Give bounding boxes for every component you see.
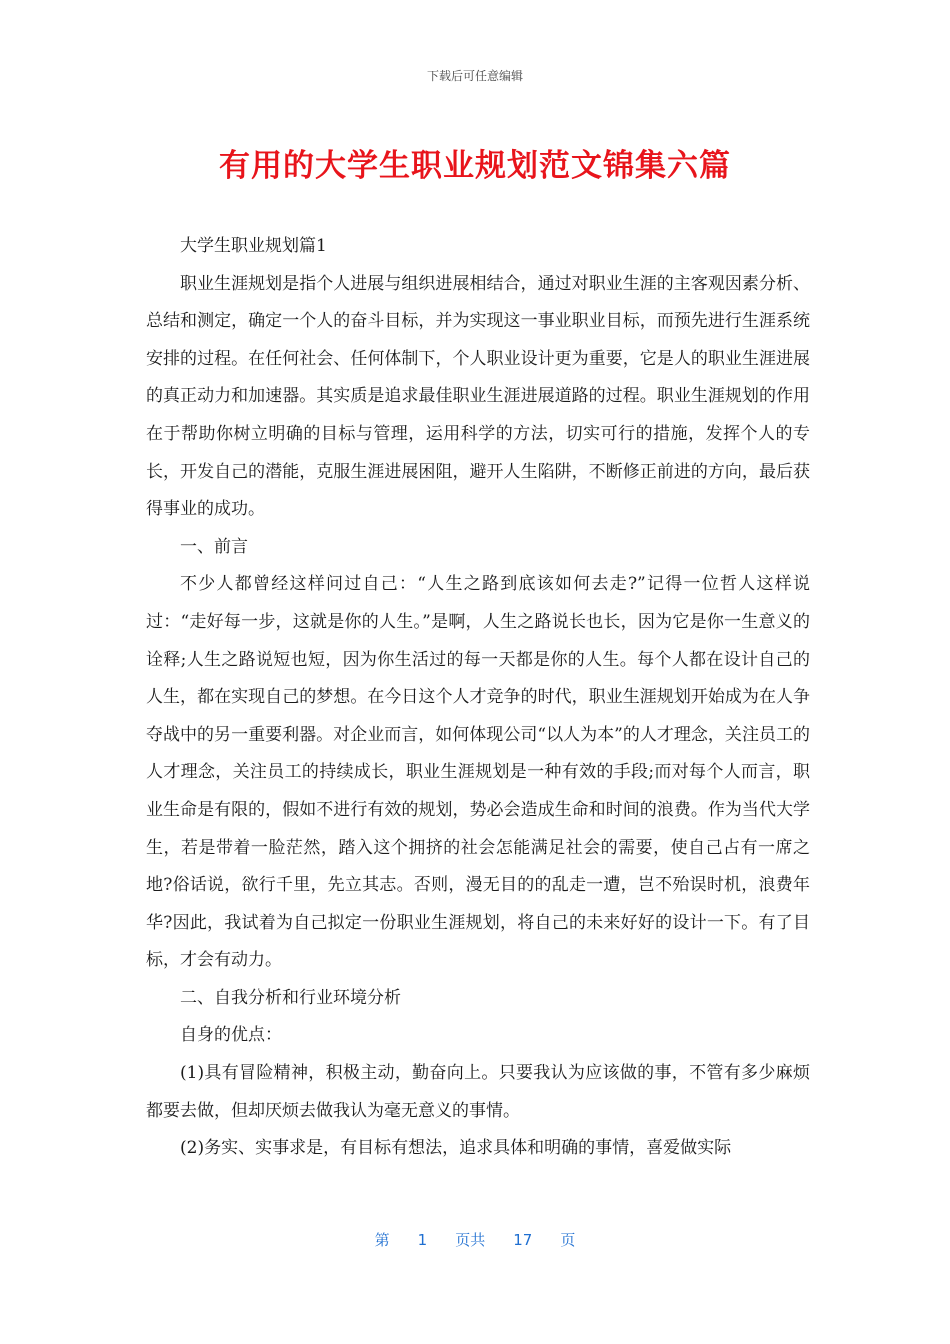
header-note: 下载后可任意编辑: [426, 69, 523, 83]
page-footer: [0, 1229, 950, 1250]
paragraph: 职业生涯规划是指个人进展与组织进展相结合，通过对职业生涯的主客观因素分析、总结和测定，确定一个人的奋斗目标，并为实现这一事业职业目标，而预先进行生涯系统安排的过程。在任何社会、任何体制下，个人职业设计更为重要，它是人的职业生涯进展的真正动力和加速器。其实质是追求最佳职业生涯进展道路的过程。职业生涯规划的作用在于帮助你树立明确的目标与管理，运用科学的方法，切实可行的措施，发挥个人的专长，开发自己的潜能，克服生涯进展困阻，避开人生陷阱，不断修正前进的方向，最后获得事业的成功。: [146, 273, 810, 520]
footer-page-total: 17: [513, 1231, 533, 1249]
paragraph: (1)具有冒险精神，积极主动，勤奋向上。只要我认为应该做的事，不管有多少麻烦都要去做，但却厌烦去做我认为毫无意义的事情。: [146, 1063, 810, 1121]
paragraph: (2)务实、实事求是，有目标有想法，追求具体和明确的事情，喜爱做实际: [180, 1138, 732, 1159]
footer-page-prefix: 第: [374, 1231, 390, 1249]
footer-page-suffix: 页: [560, 1231, 576, 1249]
section-heading: 一、前言: [180, 536, 248, 557]
section-heading: 二、自我分析和行业环境分析: [180, 987, 401, 1008]
footer-page-current: 1: [417, 1231, 428, 1249]
document-body: [146, 228, 810, 1168]
paragraph: 不少人都曾经这样问过自己：“人生之路到底该如何去走?”记得一位哲人这样说过：“走好每一步，这就是你的人生。”是啊，人生之路说长也长，因为它是你一生意义的诠释;人生之路说短也短，因为你生活过的每一天都是你的人生。每个人都在设计自己的人生，都在实现自己的梦想。在今日这个人才竞争的时代，职业生涯规划开始成为在人争夺战中的另一重要利器。对企业而言，如何体现公司“以人为本”的人才理念，关注员工的人才理念，关注员工的持续成长，职业生涯规划是一种有效的手段;而对每个人而言，职业生命是有限的，假如不进行有效的规划，势必会造成生命和时间的浪费。作为当代大学生，若是带着一脸茫然，踏入这个拥挤的社会怎能满足社会的需要，使自己占有一席之地?俗话说，欲行千里，先立其志。否则，漫无目的的乱走一遭，岂不殆误时机，浪费年华?因此，我试着为自己拟定一份职业生涯规划，将自己的未来好好的设计一下。有了目标，才会有动力。: [146, 574, 810, 971]
paragraph: 自身的优点：: [180, 1025, 282, 1046]
section-heading: 大学生职业规划篇1: [180, 236, 327, 256]
document-title: 有用的大学生职业规划范文锦集六篇: [219, 148, 731, 184]
footer-page-middle: 页共: [455, 1231, 486, 1249]
